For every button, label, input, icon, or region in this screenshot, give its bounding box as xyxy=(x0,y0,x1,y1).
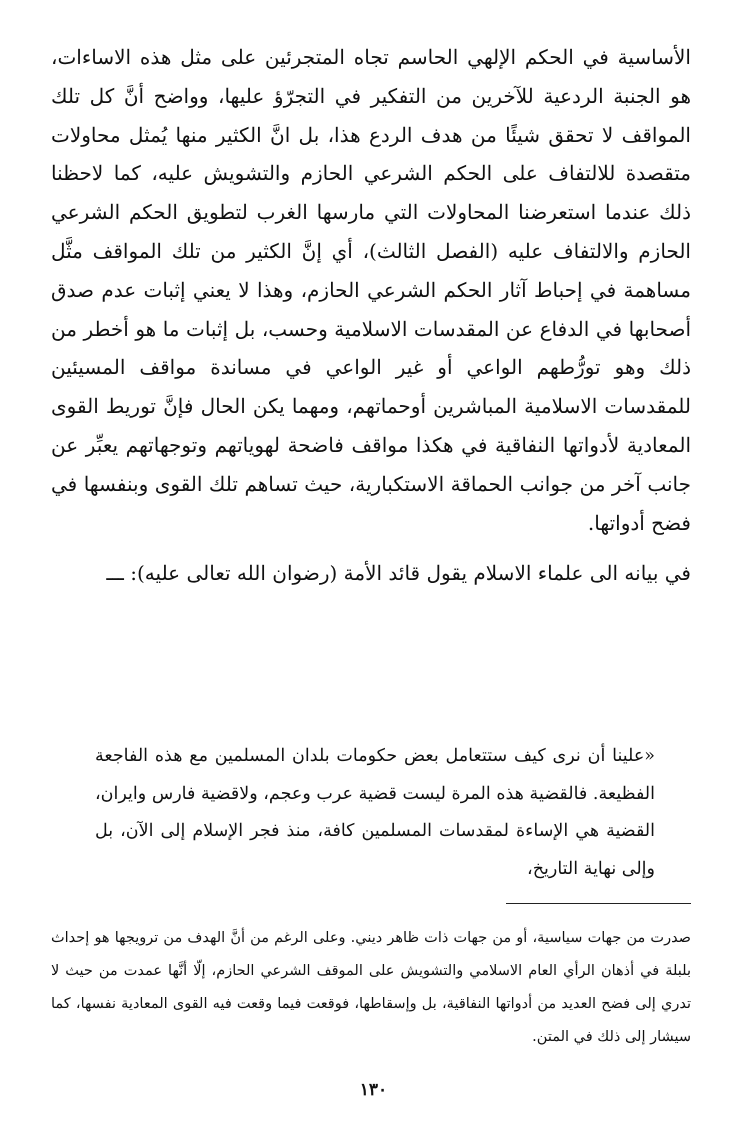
page-number: ١٣٠ xyxy=(359,1080,388,1100)
footnote-text: صدرت من جهات سياسية، أو من جهات ذات ظاهر ديني. وعلى الرغم من أنَّ الهدف من ترويجها هو إحداث بلبلة في أذهان الرأي العام الاسلامي والتشويش على الموقف الشرعي الحازم، إلّا أنَّها عمدت من حيث لا تدري إلى فضح العديد من أدواتها النفاقية، بل وإسقاطها، فوقعت فيما وقعت فيه القوى المعادية نفسها، كما سيشار إلى ذلك في المتن. xyxy=(51,930,691,1045)
paragraph-intro-quote: في بيانه الى علماء الاسلام يقول قائد الأمة (رضوان الله تعالى عليه): ـــ xyxy=(106,561,691,586)
block-quote xyxy=(95,738,655,888)
main-text xyxy=(51,38,691,593)
footnote-separator xyxy=(506,903,691,904)
footnote xyxy=(51,922,691,1054)
paragraph: الأساسية في الحكم الإلهي الحاسم تجاه المتجرئين على مثل هذه الاساءات، هو الجنبة الردعية للآخرين من التفكير في التجرّؤ عليها، وواضح أنَّ كل تلك المواقف لا تحقق شيئًا من هدف الردع هذا، بل انَّ الكثير منها يُمثل محاولات متقصدة للالتفاف على الحكم الشرعي الحازم والتشويش عليه، كما لاحظنا ذلك عندما استعرضنا المحاولات التي مارسها الغرب لتطويق الحكم الشرعي الحازم والالتفاف عليه (الفصل الثالث)، أي إنَّ الكثير من تلك المواقف مثَّل مساهمة في إحباط آثار الحكم الشرعي الحازم، وهذا لا يعني إثبات عدم صدق أصحابها في الدفاع عن المقدسات الاسلامية وحسب، بل إثبات ما هو أخطر من ذلك وهو تورُّطهم الواعي أو غير الواعي في مساندة مواقف المسيئين للمقدسات الاسلامية المباشرين أوحماتهم، ومهما يكن الحال فإنَّ توريط القوى المعادية لأدواتها النفاقية في هكذا مواقف فاضحة لهوياتهم وتوجهاتهم يعبِّر عن جانب آخر من جوانب الحماقة الاستكبارية، حيث تساهم تلك القوى وبنفسها في فضح أدواتها. xyxy=(51,45,691,535)
quote-text: «علينا أن نرى كيف ستتعامل بعض حكومات بلدان المسلمين مع هذه الفاجعة الفظيعة. فالقضية هذه المرة ليست قضية عرب وعجم، ولاقضية فارس وايران، القضية هي الإساءة لمقدسات المسلمين كافة، منذ فجر الإسلام إلى الآن، بل وإلى نهاية التاريخ، xyxy=(95,746,655,879)
